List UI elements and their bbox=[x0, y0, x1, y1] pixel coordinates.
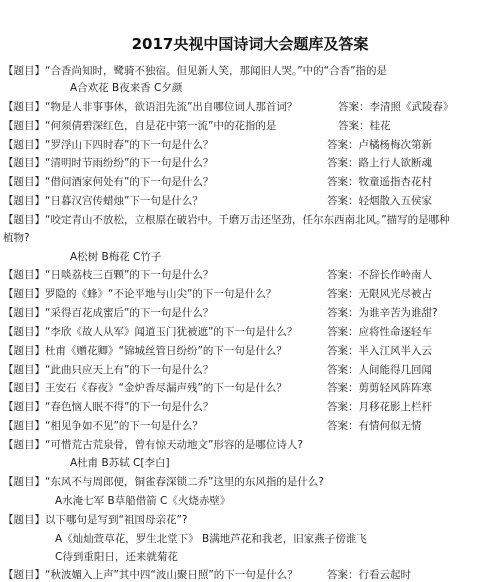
question-line: 【题目】“东风不与周郎便，铜雀春深锁二乔”这里的东风指的是什么? bbox=[3, 476, 324, 488]
question-line: 【题目】“李欣《故人从军》闻道玉门犹被遮”的下一句是什么？ bbox=[3, 326, 298, 338]
answer-text: 答案：李清照《武陵春》 bbox=[338, 101, 454, 113]
answer-text: 答案：应将性命逐轻车 bbox=[327, 326, 432, 338]
question-line: 【题目】“何须倩碧深红色，自是花中第一流”中的花指的是 bbox=[3, 120, 277, 132]
question-line: 【题目】“可惜荒古荒泉骨，曾有惊天动地文”形容的是哪位诗人? bbox=[3, 439, 303, 451]
answer-text: 答案：桂花 bbox=[338, 120, 391, 132]
question-line: A《灿灿萱草花，罗生北堂下》 B满地芦花和我老，旧家燕子傍谁飞 bbox=[55, 533, 367, 545]
question-line: 【题目】“秋波媚入上声”其中四“波山聚日照”的下一句是什么？ bbox=[3, 569, 298, 581]
answer-text: 答案：人间能得几回闻 bbox=[327, 364, 432, 376]
question-line: 【题目】王安石《春夜》“金炉香尽漏声残”的下一句是什么？ bbox=[3, 382, 287, 394]
question-line: A水淹七军 B草船借箭 C《火烧赤壁》 bbox=[55, 495, 231, 507]
question-line: A松树 B梅花 C竹子 bbox=[70, 251, 162, 263]
question-line: 【题目】“日暮汉宫传蜡烛”下一句是什么？ bbox=[3, 195, 203, 207]
question-line: 【题目】“春色恼人眠不得”的下一句是什么？ bbox=[3, 401, 214, 413]
question-line: 【题目】“采得百花成蜜后”的下一句是什么？ bbox=[3, 307, 214, 319]
answer-text: 答案：行看云起时 bbox=[327, 569, 411, 581]
question-line: 【题目】“此曲只应天上有”的下一句是什么？ bbox=[3, 364, 214, 376]
answer-text: 答案：月移花影上栏杆 bbox=[327, 401, 432, 413]
question-line: A杜甫 B苏轼 C[李白] bbox=[70, 457, 170, 469]
answer-text: 答案：剪剪轻风阵阵寒 bbox=[327, 382, 432, 394]
question-line: 【题目】“物是人非事事休，欲语泪先流”出自哪位词人那首词？ bbox=[3, 101, 298, 113]
question-line: A合欢花 B夜来香 C夕颜 bbox=[70, 82, 183, 94]
page-title: 2017央视中国诗词大会题库及答案 bbox=[131, 35, 369, 53]
question-line: 【题目】“相见争如不见”的下一句是什么？ bbox=[3, 420, 203, 432]
answer-text: 答案：卢橘杨梅次第新 bbox=[327, 139, 432, 151]
question-line: 【题目】“日啖荔枝三百颗”的下一句是什么？ bbox=[3, 269, 214, 281]
question-line: 【题目】杜甫《赠花卿》“锦城丝管日纷纷”的下一句是什么？ bbox=[3, 345, 287, 357]
question-line: 【题目】“清明时节雨纷纷”的下一句是什么？ bbox=[3, 157, 214, 169]
question-line: 植物? bbox=[3, 232, 30, 244]
answer-text: 答案：不辞长作岭南人 bbox=[327, 269, 432, 281]
question-line: 【题目】“咬定青山不放松，立根原在破岩中。千磨万击还坚劲，任尔东西南北风。”描写的是哪种 bbox=[3, 214, 450, 226]
question-line: 【题目】罗隐的《蜂》“不论平地与山尖”的下一句是什么？ bbox=[3, 288, 277, 300]
answer-text: 答案：无限风光尽被占 bbox=[327, 288, 432, 300]
answer-text: 答案：路上行人欲断魂 bbox=[327, 157, 432, 169]
answer-text: 答案：牧童遥指杏花村 bbox=[327, 176, 432, 188]
question-line: 【题目】以下哪句是写到“祖国母亲花”? bbox=[3, 514, 188, 526]
answer-text: 答案：有情何似无情 bbox=[327, 420, 422, 432]
answer-text: 答案：半入江风半入云 bbox=[327, 345, 432, 357]
answer-text: 答案：为谁辛苦为谁甜? bbox=[327, 307, 438, 319]
answer-text: 答案：轻烟散入五侯家 bbox=[327, 195, 432, 207]
question-line: C待到重阳日，还来就菊花 bbox=[55, 551, 178, 563]
question-line: 【题目】“借问酒家何处有”的下一句是什么？ bbox=[3, 176, 214, 188]
question-line: 【题目】“合香尚知时，鹭骑不独宿。但见新人笑，那闻旧人哭。”中的“合香”指的是 bbox=[3, 65, 388, 77]
question-line: 【题目】“罗浮山下四时春”的下一句是什么？ bbox=[3, 139, 214, 151]
